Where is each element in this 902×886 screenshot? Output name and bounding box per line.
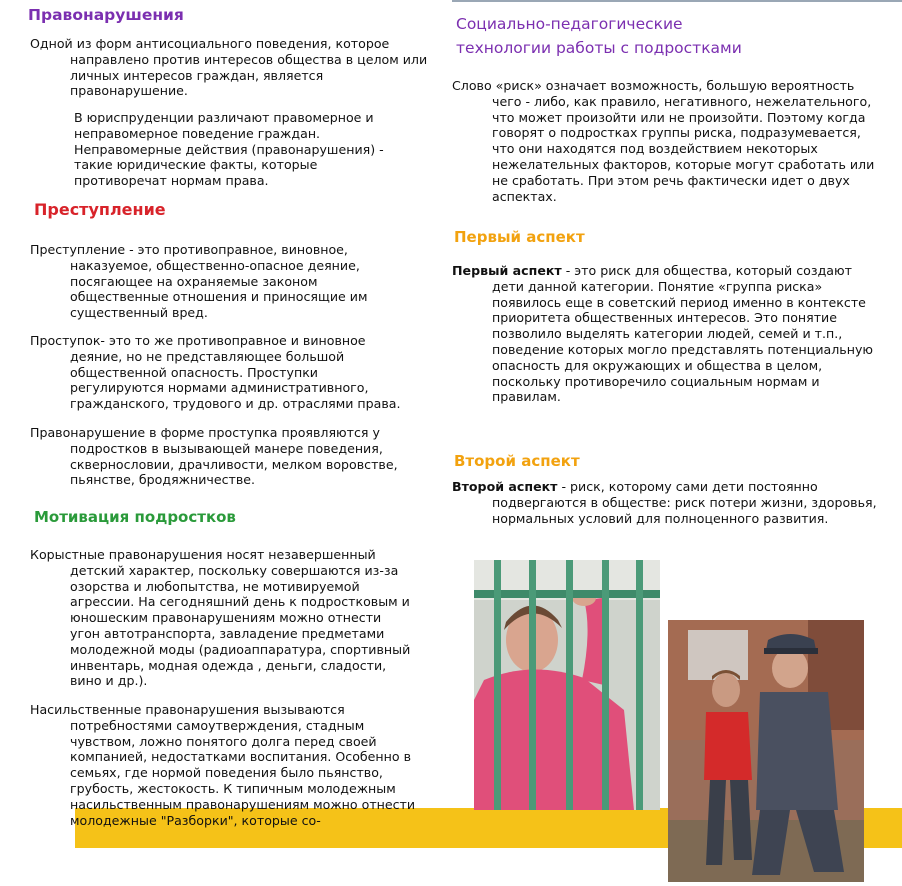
second-aspect-term: Второй аспект bbox=[452, 479, 558, 494]
policeman-illustration bbox=[668, 620, 864, 882]
paragraph-first-aspect bbox=[452, 263, 887, 405]
heading-offenses: Правонарушения bbox=[28, 6, 184, 24]
paragraph-misdemeanor-forms: Правонарушение в форме проступка проявляются у подростков в вызывающей манере поведения, сквернословии, драчливости, мелком воровстве, пьянстве, бродяжничестве. bbox=[30, 425, 398, 488]
heading-crime: Преступление bbox=[34, 200, 166, 219]
second-aspect-text: - риск, которому сами дети постоянно подвергаются в обществе: риск потери жизни, здоровья, нормальных условий для полноценного развития. bbox=[492, 479, 877, 526]
heading-second-aspect: Второй аспект bbox=[454, 452, 580, 470]
bars-illustration bbox=[474, 560, 660, 810]
heading-motivation: Мотивация подростков bbox=[34, 508, 236, 526]
first-aspect-text: - это риск для общества, который создают дети данной категории. Понятие «группа риска» появилось еще в советский период именно в контексте приоритета общественных интересов. Это понятие позволило выделять категории людей, семей и т.п., поведение которых могло представлять потенциальную опасность для окружающих и общества в целом, поскольку противоречило социальным нормам и правилам. bbox=[492, 263, 874, 405]
paragraph-jurisprudence: В юриспруденции различают правомерное и неправомерное поведение граждан. Неправомерные действия (правонарушения) - такие юридические факты, которые противоречат нормам права. bbox=[74, 110, 384, 189]
paragraph-second-aspect bbox=[452, 479, 877, 526]
paragraph-mercenary-offenses: Корыстные правонарушения носят незавершенный детский характер, поскольку совершаются из-за озорства и любопытства, не мотивируемой агрессии. На сегодняшний день к подростковым и юношеским правонарушениям можно отнести угон автотранспорта, завладение предметами молодежной моды (радиоаппаратура, спортивный инвентарь, модная одежда , деньги, сладости, вино и др.). bbox=[30, 547, 411, 689]
boy-with-policeman-photo bbox=[668, 620, 864, 882]
heading-social-technologies: Социально-педагогические технологии работы с подростками bbox=[456, 15, 742, 57]
paragraph-risk-definition: Слово «риск» означает возможность, большую вероятность чего - либо, как правило, негативного, нежелательного, что может произойти или не произойти. Поэтому когда говорят о подростках группы риска, подразумевается, что они находятся под воздействием некоторых нежелательных факторов, которые могут сработать или не сработать. При этом речь фактически идет о двух аспектах. bbox=[452, 78, 875, 204]
top-rule bbox=[452, 0, 902, 2]
paragraph-offense-definition: Одной из форм антисоциального поведения, которое направлено против интересов общества в целом или личных интересов граждан, является правонарушение. bbox=[30, 36, 428, 99]
boy-behind-bars-photo bbox=[474, 560, 660, 810]
paragraph-crime: Преступление - это противоправное, виновное, наказуемое, общественно-опасное деяние, посягающее на охраняемые законом общественные отношения и приносящие им существенный вред. bbox=[30, 242, 368, 321]
paragraph-violent-offenses: Насильственные правонарушения вызываются потребностями самоутверждения, стадным чувством, ложно понятого долга перед своей компанией, недостатками воспитания. Особенно в семьях, где нормой поведения было пьянство, грубость, жестокость. К типичным молодежным насильственным правонарушениям можно отнести молодежные "Разборки", которые со- bbox=[30, 702, 416, 828]
paragraph-misdemeanor: Проступок- это то же противоправное и виновное деяние, но не представляющее большой общественной опасность. Проступки регулируются нормами административного, гражданского, трудового и др. отраслями права. bbox=[30, 333, 401, 412]
first-aspect-term: Первый аспект bbox=[452, 263, 562, 278]
heading-first-aspect: Первый аспект bbox=[454, 228, 585, 246]
